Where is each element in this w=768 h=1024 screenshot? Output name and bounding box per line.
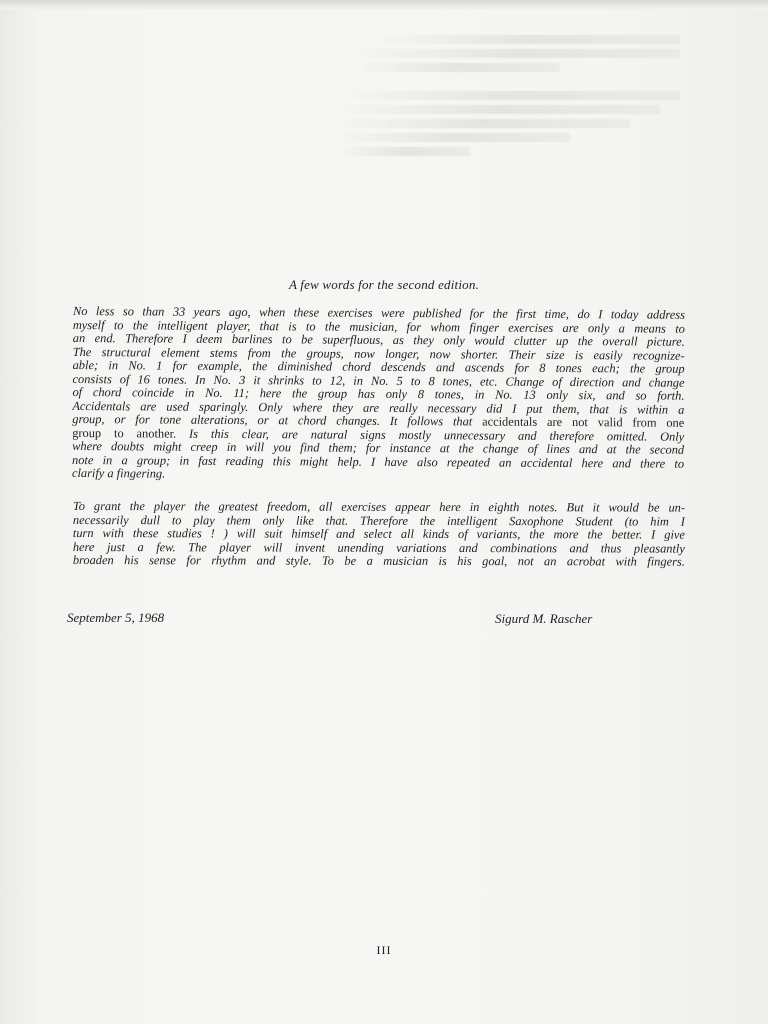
paragraph-1-italic-run: Is this clear, are natural signs mostly unnecessary and therefore omitted. Only — [189, 426, 685, 444]
paragraph-1-line: able; in No. 1 for example, the diminished chord descends and ascends for 8 tones each; the group — [72, 357, 685, 376]
paragraph-2-line: To grant the player the greatest freedom, all exercises appear here in eighth notes. But it would be un- — [72, 499, 686, 515]
paragraph-1-line: myself to the intelligent player, that is to the musician, for whom finger exercises are only a means to — [72, 317, 685, 336]
paragraph-2-line: here just a few. The player will invent unending variations and combinations and thus pleasantly — [72, 539, 685, 556]
paragraph-1-upright-run: group to another. — [72, 425, 177, 441]
signature-name: Sigurd M. Rascher — [495, 611, 593, 626]
paragraph-1-line: Accidentals are used sparingly. Only where they are really necessary did I put them, that is within a — [72, 398, 685, 417]
paragraph-1-line: an end. Therefore I deem barlines to be superfluous, as they only would clutter up the overall picture. — [72, 330, 685, 349]
paragraph-1-line: consists of 16 tones. In No. 3 it shrinks to 12, in No. 5 to 8 tones, etc. Change of direction and change — [72, 371, 685, 390]
paragraph-2 — [73, 500, 685, 569]
paragraph-1-line: No less so than 33 years ago, when these exercises were published for the first time, do I today address — [72, 304, 685, 322]
bleed-through-text — [340, 30, 700, 190]
date: September 5, 1968 — [67, 610, 165, 625]
paragraph-1-line: where doubts might creep in will you find them; for instance at the change of lines and at the second — [72, 438, 685, 457]
page-number: III — [376, 943, 392, 957]
page-top-edge — [0, 0, 768, 10]
section-heading: A few words for the second edition. — [288, 277, 480, 292]
paragraph-1-line: of chord coincide in No. 11; here the group has only 8 tones, in No. 13 only six, and so forth. — [72, 384, 685, 403]
paragraph-2-line: turn with these studies ! ) will suit himself and select all kinds of variants, the more the better. I give — [72, 525, 685, 542]
paragraph-1-line: The structural element stems from the groups, now longer, now shorter. Their size is easily recognize- — [72, 344, 685, 363]
paragraph-1 — [72, 305, 685, 484]
paragraph-2-line: broaden his sense for rhythm and style. To be a musician is his goal, not an acrobat with fingers. — [72, 552, 685, 569]
paragraph-1-upright-run: accidentals are not valid from one — [482, 414, 685, 430]
paragraph-1-line: clarify a fingering. — [71, 465, 166, 481]
paragraph-2-line: necessarily dull to play them only like that. Therefore the intelligent Saxophone Student (to him I — [72, 512, 685, 529]
paragraph-1-line: note in a group; in fast reading this might help. I have also repeated an accidental here and there to — [72, 452, 685, 471]
paragraph-1-italic-run: group, or for tone alterations, or at chord changes. It follows that — [72, 411, 473, 429]
